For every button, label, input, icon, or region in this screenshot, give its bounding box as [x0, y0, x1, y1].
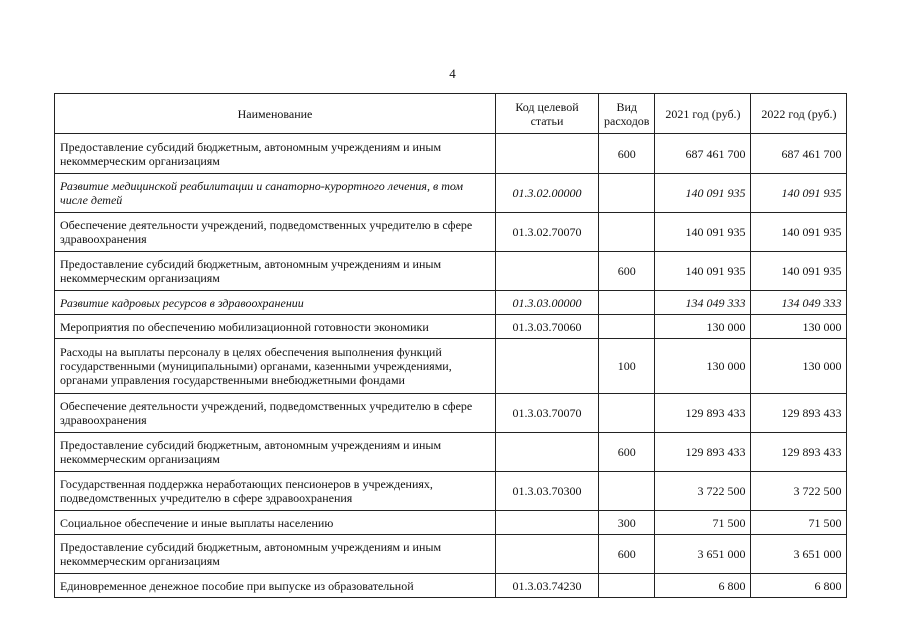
- row-code: 01.3.03.00000: [496, 291, 599, 315]
- row-amount-2022: 687 461 700: [751, 134, 847, 174]
- row-expense-type: 600: [599, 134, 655, 174]
- table-row: [55, 339, 847, 394]
- row-expense-type: [599, 291, 655, 315]
- row-code: 01.3.02.00000: [496, 174, 599, 213]
- table-row: [55, 252, 847, 291]
- row-expense-type: [599, 574, 655, 598]
- row-name: Развитие кадровых ресурсов в здравоохранении: [55, 291, 496, 315]
- row-amount-2022: 3 722 500: [751, 472, 847, 511]
- row-amount-2022: 71 500: [751, 511, 847, 535]
- row-amount-2021: 140 091 935: [655, 213, 751, 252]
- row-amount-2021: 687 461 700: [655, 134, 751, 174]
- row-name: Государственная поддержка неработающих пенсионеров в учреждениях, подведомственных учредителю в сфере здравоохранения: [55, 472, 496, 511]
- row-name: Развитие медицинской реабилитации и санаторно-курортного лечения, в том числе детей: [55, 174, 496, 213]
- row-name: Расходы на выплаты персоналу в целях обеспечения выполнения функций государственными (муниципальными) органами, казенными учреждениями, органами управления государственными внебюджетными фондами: [55, 339, 496, 394]
- row-amount-2022: 6 800: [751, 574, 847, 598]
- row-name: Мероприятия по обеспечению мобилизационной готовности экономики: [55, 315, 496, 339]
- row-code: [496, 134, 599, 174]
- row-code: [496, 433, 599, 472]
- row-code: 01.3.03.70300: [496, 472, 599, 511]
- row-expense-type: [599, 315, 655, 339]
- row-amount-2022: 140 091 935: [751, 252, 847, 291]
- row-expense-type: [599, 472, 655, 511]
- table-row: [55, 472, 847, 511]
- row-code: [496, 252, 599, 291]
- row-expense-type: 600: [599, 535, 655, 574]
- row-amount-2022: 130 000: [751, 315, 847, 339]
- page-number: 4: [449, 66, 456, 81]
- row-amount-2021: 3 651 000: [655, 535, 751, 574]
- row-name: Единовременное денежное пособие при выпуске из образовательной: [55, 574, 496, 598]
- row-amount-2021: 130 000: [655, 315, 751, 339]
- row-code: 01.3.03.70070: [496, 394, 599, 433]
- row-expense-type: 600: [599, 433, 655, 472]
- row-name: Предоставление субсидий бюджетным, автономным учреждениям и иным некоммерческим организациям: [55, 134, 496, 174]
- table-row: [55, 291, 847, 315]
- table-row: [55, 213, 847, 252]
- table-row: [55, 134, 847, 174]
- row-name: Обеспечение деятельности учреждений, подведомственных учредителю в сфере здравоохранения: [55, 213, 496, 252]
- header-expense-type: Вид расходов: [599, 94, 655, 134]
- row-amount-2021: 129 893 433: [655, 394, 751, 433]
- table-row: [55, 394, 847, 433]
- row-expense-type: 600: [599, 252, 655, 291]
- row-amount-2021: 71 500: [655, 511, 751, 535]
- row-amount-2022: 129 893 433: [751, 433, 847, 472]
- header-year-2022: 2022 год (руб.): [751, 94, 847, 134]
- row-name: Предоставление субсидий бюджетным, автономным учреждениям и иным некоммерческим организациям: [55, 535, 496, 574]
- row-amount-2022: 134 049 333: [751, 291, 847, 315]
- row-code: 01.3.02.70070: [496, 213, 599, 252]
- table-row: [55, 174, 847, 213]
- row-amount-2021: 6 800: [655, 574, 751, 598]
- row-code: 01.3.03.70060: [496, 315, 599, 339]
- row-amount-2022: 129 893 433: [751, 394, 847, 433]
- row-expense-type: [599, 174, 655, 213]
- header-year-2021: 2021 год (руб.): [655, 94, 751, 134]
- row-expense-type: 300: [599, 511, 655, 535]
- row-amount-2021: 140 091 935: [655, 252, 751, 291]
- row-name: Обеспечение деятельности учреждений, подведомственных учредителю в сфере здравоохранения: [55, 394, 496, 433]
- row-amount-2021: 130 000: [655, 339, 751, 394]
- table-row: [55, 511, 847, 535]
- budget-table: [54, 93, 847, 598]
- header-code: Код целевой статьи: [496, 94, 599, 134]
- row-expense-type: [599, 394, 655, 433]
- row-name: Предоставление субсидий бюджетным, автономным учреждениям и иным некоммерческим организациям: [55, 252, 496, 291]
- table-row: [55, 574, 847, 598]
- row-code: 01.3.03.74230: [496, 574, 599, 598]
- row-name: Социальное обеспечение и иные выплаты населению: [55, 511, 496, 535]
- table-row: [55, 315, 847, 339]
- row-amount-2022: 130 000: [751, 339, 847, 394]
- row-amount-2021: 129 893 433: [655, 433, 751, 472]
- row-amount-2021: 134 049 333: [655, 291, 751, 315]
- table-row: [55, 433, 847, 472]
- row-code: [496, 339, 599, 394]
- row-amount-2022: 140 091 935: [751, 174, 847, 213]
- row-amount-2021: 140 091 935: [655, 174, 751, 213]
- row-expense-type: [599, 213, 655, 252]
- row-amount-2021: 3 722 500: [655, 472, 751, 511]
- header-row: [55, 94, 847, 134]
- row-name: Предоставление субсидий бюджетным, автономным учреждениям и иным некоммерческим организациям: [55, 433, 496, 472]
- row-amount-2022: 140 091 935: [751, 213, 847, 252]
- row-code: [496, 511, 599, 535]
- row-amount-2022: 3 651 000: [751, 535, 847, 574]
- table-row: [55, 535, 847, 574]
- row-expense-type: 100: [599, 339, 655, 394]
- header-name: Наименование: [55, 94, 496, 134]
- row-code: [496, 535, 599, 574]
